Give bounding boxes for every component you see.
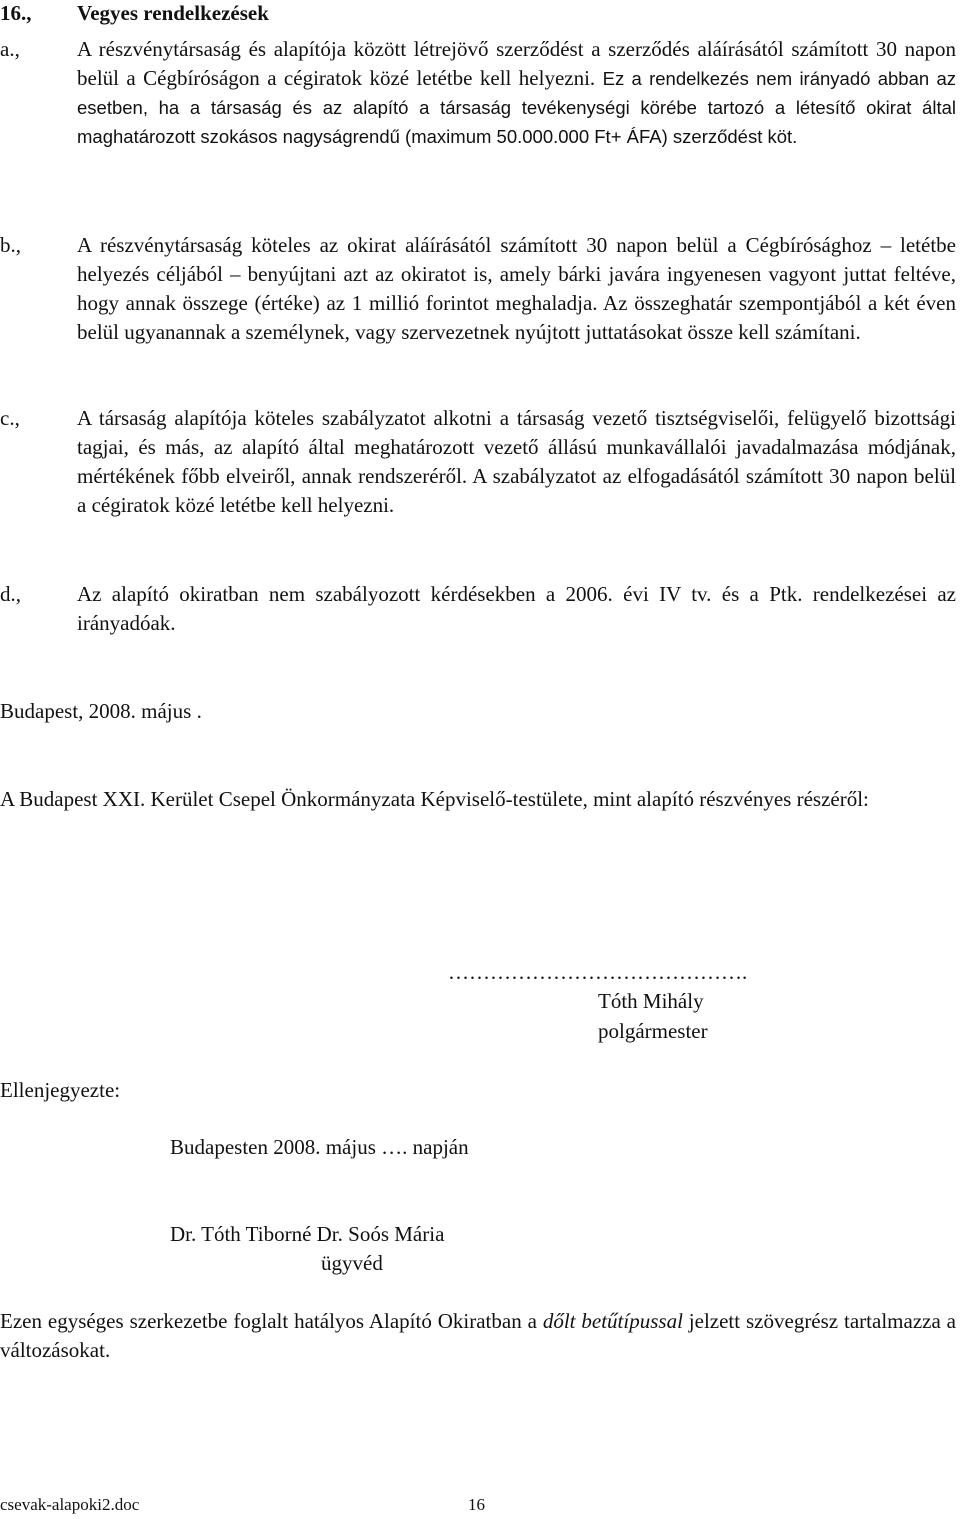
item-a-text-serif: A részvénytársaság és alapítója között létrejövő szerződést a szerződés aláírásától számított 30 napon belül a Cégbíróságon a cégiratok közé letétbe kell helyezni. — [77, 37, 956, 90]
item-a-label: a., — [0, 37, 20, 61]
place-date: Budapest, 2008. május . — [0, 699, 202, 723]
closing-text-after: jelzett szövegrész tartalmazza a változásokat. — [0, 1309, 957, 1362]
countersign-date: Budapesten 2008. május …. napján — [170, 1135, 469, 1159]
item-c-label: c., — [0, 406, 20, 430]
closing-note — [0, 1307, 956, 1365]
item-c-text: A társaság alapítója köteles szabályzatot alkotni a társaság vezető tisztségviselői, felügyelő bizottsági tagjai, és más, az alapító által meghatározott vezető állású munkavállalói javadalmazása módjának, mértékének főbb elveiről, annak rendszeréről. A szabályzatot az elfogadásától számított 30 napon belül a cégiratok közé letétbe kell helyezni. — [77, 406, 956, 517]
item-b-text: A részvénytársaság köteles az okirat aláírásától számított 30 napon belül a Cégbírósághoz – letétbe helyezés céljából – benyújtani azt az okiratot is, amely bárki javára ingyenesen vagyont juttat feltéve, hogy annak összege (értéke) az 1 millió forintot meghaladja. Az összeghatár szempontjából a két éven belül ugyanannak a személynek, vagy szervezetnek nyújtott juttatásokat össze kell számítani. — [77, 233, 956, 344]
signatory-title: polgármester — [598, 1019, 708, 1043]
footer-filename: csevak-alapoki2.doc — [0, 1495, 140, 1514]
item-d-text: Az alapító okiratban nem szabályozott kérdésekben a 2006. évi IV tv. és a Ptk. rendelkezései az irányadóak. — [77, 582, 956, 635]
countersigner-name: Dr. Tóth Tiborné Dr. Soós Mária — [170, 1222, 445, 1246]
signatory-name: Tóth Mihály — [598, 989, 704, 1013]
item-a-text-sans: Ez a rendelkezés nem irányadó abban az esetben, ha a társaság és az alapító a társaság tevékenységi körébe tartozó a létesítő okirat által maghatározott szokásos nagyságrendű (maximum 50.000.000 Ft+ ÁFA) szerződést köt. — [77, 68, 956, 147]
section-number: 16., — [0, 1, 32, 25]
signature-dots: ……………………………………. — [448, 960, 748, 984]
item-d-label: d., — [0, 582, 21, 606]
closing-text-before: Ezen egységes szerkezetbe foglalt hatályos Alapító Okiratban a — [0, 1309, 543, 1333]
closing-italic-text: dőlt betűtípussal — [542, 1309, 683, 1333]
item-b-label: b., — [0, 233, 21, 257]
section-title: Vegyes rendelkezések — [77, 1, 269, 25]
section-heading — [0, 0, 269, 26]
countersign-label: Ellenjegyezte: — [0, 1078, 121, 1102]
page-number: 16 — [468, 1495, 485, 1514]
founder-statement: A Budapest XXI. Kerület Csepel Önkormányzata Képviselő-testülete, mint alapító részvényes részéről: — [0, 787, 869, 811]
item-a-text — [77, 35, 956, 151]
countersigner-title: ügyvéd — [321, 1251, 383, 1275]
